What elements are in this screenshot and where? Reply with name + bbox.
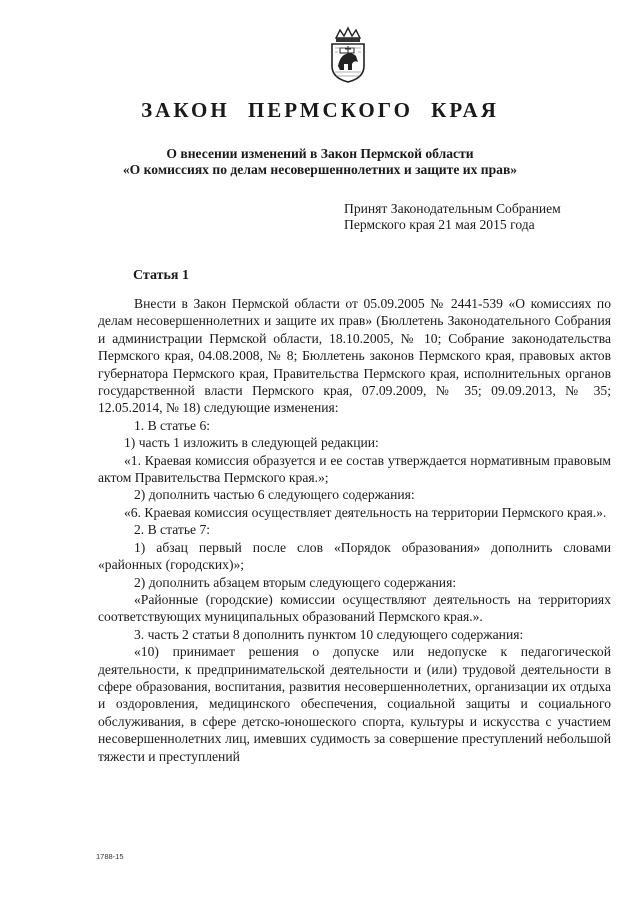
paragraph-intro: Внести в Закон Пермской области от 05.09.2005 № 2441-539 «О комиссиях по делам несовершеннолетних и защите их прав» (Бюллетень Законодательного Собрания и администрации Пермской области, 18.10.2005, № 10; Собрание законодательства Пермского края, 04.08.2008, № 8; Бюллетень законов Пермского края, правовых актов губернатора Пермского края, Правительства Пермского края, исполнительных органов государственной власти Пермского края, 07.09.2009, № 35; 09.09.2013, № 35; 12.05.2014, № 18) следующие изменения: xyxy=(98,296,611,416)
paragraph-subitem: 1) абзац первый после слов «Порядок образования» дополнить словами «районных (городских)»; xyxy=(98,539,611,573)
subtitle-line-2: «О комиссиях по делам несовершеннолетних и защите их прав» xyxy=(122,162,518,177)
law-subtitle xyxy=(0,146,640,178)
paragraph-item-2: 2. В статье 7: xyxy=(134,522,211,538)
subtitle-line-1: О внесении изменений в Закон Пермской области xyxy=(166,146,474,161)
adoption-line-1: Принят Законодательным Собранием xyxy=(344,201,561,216)
adoption-line-2: Пермского края 21 мая 2015 года xyxy=(344,217,535,232)
adoption-note xyxy=(344,201,604,233)
coat-of-arms-icon xyxy=(326,26,370,84)
paragraph-subitem: 2) дополнить абзацем вторым следующего содержания: xyxy=(134,574,457,590)
paragraph-quote: «1. Краевая комиссия образуется и ее состав утверждается нормативным правовым актом Правительства Пермского края.»; xyxy=(98,452,611,486)
paragraph-subitem: 2) дополнить частью 6 следующего содержания: xyxy=(134,487,415,503)
paragraph-quote: «10) принимает решения о допуске или недопуске к педагогической деятельности, к предпринимательской деятельности и (или) трудовой деятельности в сфере образования, воспитания, развития несовершеннолетних, организации их отдыха и оздоровления, медицинского обеспечения, социальной защиты и социального обслуживания, в сфере детско-юношеского спорта, культуры и искусства с участием несовершеннолетних лиц, имевших судимость за совершение преступлений небольшой тяжести и преступлений xyxy=(98,644,611,764)
article-heading: Статья 1 xyxy=(133,268,189,283)
paragraph-item-1: 1. В статье 6: xyxy=(134,417,211,433)
document-code: 1788-15 xyxy=(96,852,124,861)
article-body xyxy=(98,284,611,765)
paragraph-quote: «6. Краевая комиссия осуществляет деятельность на территории Пермского края.». xyxy=(124,504,607,520)
paragraph-item-3: 3. часть 2 статьи 8 дополнить пунктом 10 следующего содержания: xyxy=(134,626,524,642)
paragraph-subitem: 1) часть 1 изложить в следующей редакции: xyxy=(124,435,379,451)
paragraph-quote: «Районные (городские) комиссии осуществляют деятельность на территориях соответствующих муниципальных образований Пермского края.». xyxy=(98,591,611,625)
law-title: ЗАКОН ПЕРМСКОГО КРАЯ xyxy=(141,98,499,122)
